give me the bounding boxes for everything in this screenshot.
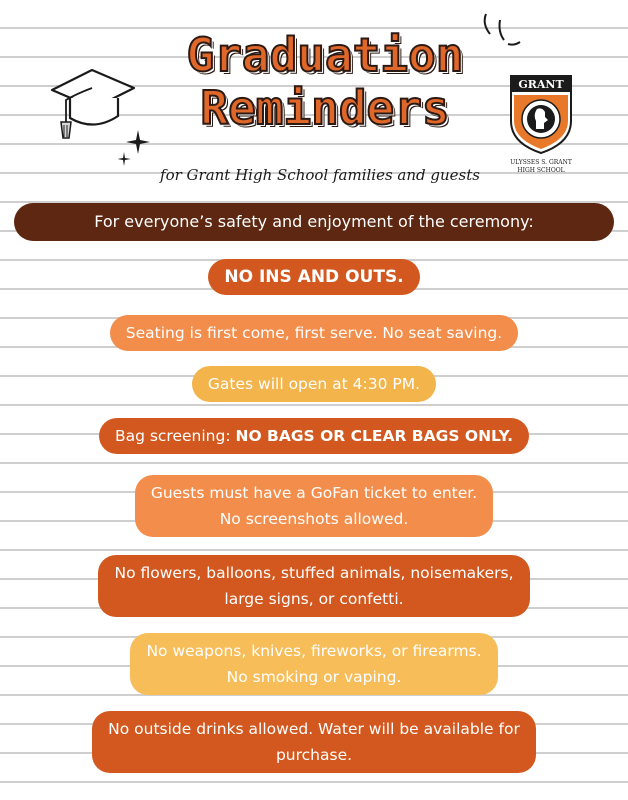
- intro-banner: For everyone’s safety and enjoyment of the ceremony:: [14, 203, 614, 241]
- rule-gofan-ticket: [135, 475, 493, 537]
- rule-seating: [110, 315, 518, 351]
- sparkle-icon: [118, 128, 152, 172]
- rule-line-1: No weapons, knives, fireworks, or firearms.: [146, 642, 482, 660]
- rule-line-1: Guests must have a GoFan ticket to enter.: [150, 484, 478, 502]
- crest-caption-2: HIGH SCHOOL: [517, 167, 565, 174]
- school-crest-icon: [508, 73, 574, 155]
- rule-line-2: purchase.: [275, 746, 353, 764]
- rule-outside-drinks: [92, 711, 536, 773]
- title-line-1: Graduation: [186, 28, 464, 82]
- crest-caption-1: ULYSSES S. GRANT: [510, 159, 572, 166]
- subtitle: for Grant High School families and guests: [160, 166, 480, 184]
- rule-line-1: No flowers, balloons, stuffed animals, noisemakers,: [114, 564, 514, 582]
- rule-bag-screening: [99, 418, 529, 454]
- rule-prohibited-items: [98, 555, 529, 617]
- rule-gates: [192, 366, 436, 402]
- crest-label: GRANT: [518, 78, 564, 91]
- rule-line-2: No smoking or vaping.: [226, 668, 402, 686]
- title-line-2: Reminders: [200, 81, 450, 135]
- school-crest: [500, 73, 582, 175]
- rule-bold: NO BAGS OR CLEAR BAGS ONLY.: [235, 427, 514, 445]
- rule-text: Seating is first come, first serve. No seat saving.: [125, 324, 503, 342]
- rule-weapons-smoking: [130, 633, 497, 695]
- rule-line-2: large signs, or confetti.: [224, 590, 404, 608]
- rule-text: Gates will open at 4:30 PM.: [207, 375, 421, 393]
- rule-line-1: No outside drinks allowed. Water will be available for: [108, 720, 520, 738]
- rule-no-ins-and-outs: [208, 259, 419, 295]
- rule-prefix: Bag screening:: [114, 427, 236, 445]
- rule-text: NO INS AND OUTS.: [224, 267, 404, 287]
- rule-line-2: No screenshots allowed.: [219, 510, 409, 528]
